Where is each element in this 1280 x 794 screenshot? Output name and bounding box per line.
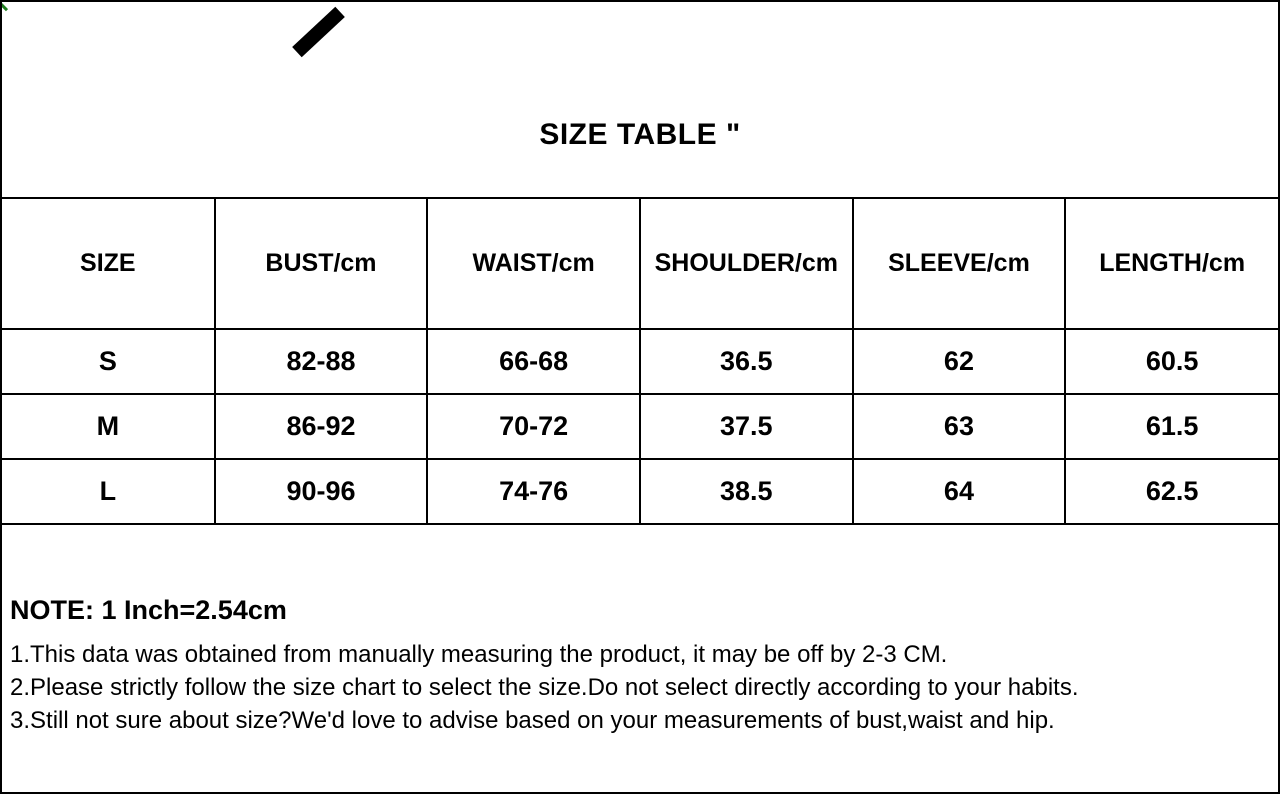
note-line-2: 2.Please strictly follow the size chart to select the size.Do not select directly according to your habits.: [10, 674, 1079, 701]
note-lines: [10, 638, 1079, 737]
waist-cell: 74-76: [427, 459, 640, 524]
bust-cell: 90-96: [215, 459, 428, 524]
column-header-sleeve: SLEEVE/cm: [853, 198, 1066, 329]
column-header-length: LENGTH/cm: [1065, 198, 1278, 329]
sleeve-cell: 64: [853, 459, 1066, 524]
shoulder-cell: 38.5: [640, 459, 853, 524]
length-cell: 61.5: [1065, 394, 1278, 459]
column-header-waist: WAIST/cm: [427, 198, 640, 329]
length-cell: 62.5: [1065, 459, 1278, 524]
header-row: [2, 198, 1278, 329]
size-cell: S: [2, 329, 215, 394]
waist-cell: 70-72: [427, 394, 640, 459]
table-row-m: [2, 394, 1278, 459]
table-row-s: [2, 329, 1278, 394]
column-header-bust: BUST/cm: [215, 198, 428, 329]
note-line-1: 1.This data was obtained from manually measuring the product, it may be off by 2-3 CM.: [10, 641, 948, 668]
size-table-header: [2, 198, 1278, 329]
corner-artifact: [0, 2, 8, 11]
sleeve-cell: 63: [853, 394, 1066, 459]
bust-cell: 86-92: [215, 394, 428, 459]
column-header-size: SIZE: [2, 198, 215, 329]
size-cell: L: [2, 459, 215, 524]
bust-cell: 82-88: [215, 329, 428, 394]
table-row-l: [2, 459, 1278, 524]
length-cell: 60.5: [1065, 329, 1278, 394]
shoulder-cell: 36.5: [640, 329, 853, 394]
sleeve-cell: 62: [853, 329, 1066, 394]
size-cell: M: [2, 394, 215, 459]
column-header-shoulder: SHOULDER/cm: [640, 198, 853, 329]
note-line-3: 3.Still not sure about size?We'd love to advise based on your measurements of bust,waist and hip.: [10, 707, 1055, 734]
note-heading: NOTE: 1 Inch=2.54cm: [10, 595, 287, 625]
shoulder-cell: 37.5: [640, 394, 853, 459]
size-table-body: [2, 329, 1278, 524]
size-table: [2, 197, 1278, 525]
waist-cell: 66-68: [427, 329, 640, 394]
page-title: SIZE TABLE ": [539, 118, 741, 151]
brush-mark-icon: [292, 7, 345, 57]
